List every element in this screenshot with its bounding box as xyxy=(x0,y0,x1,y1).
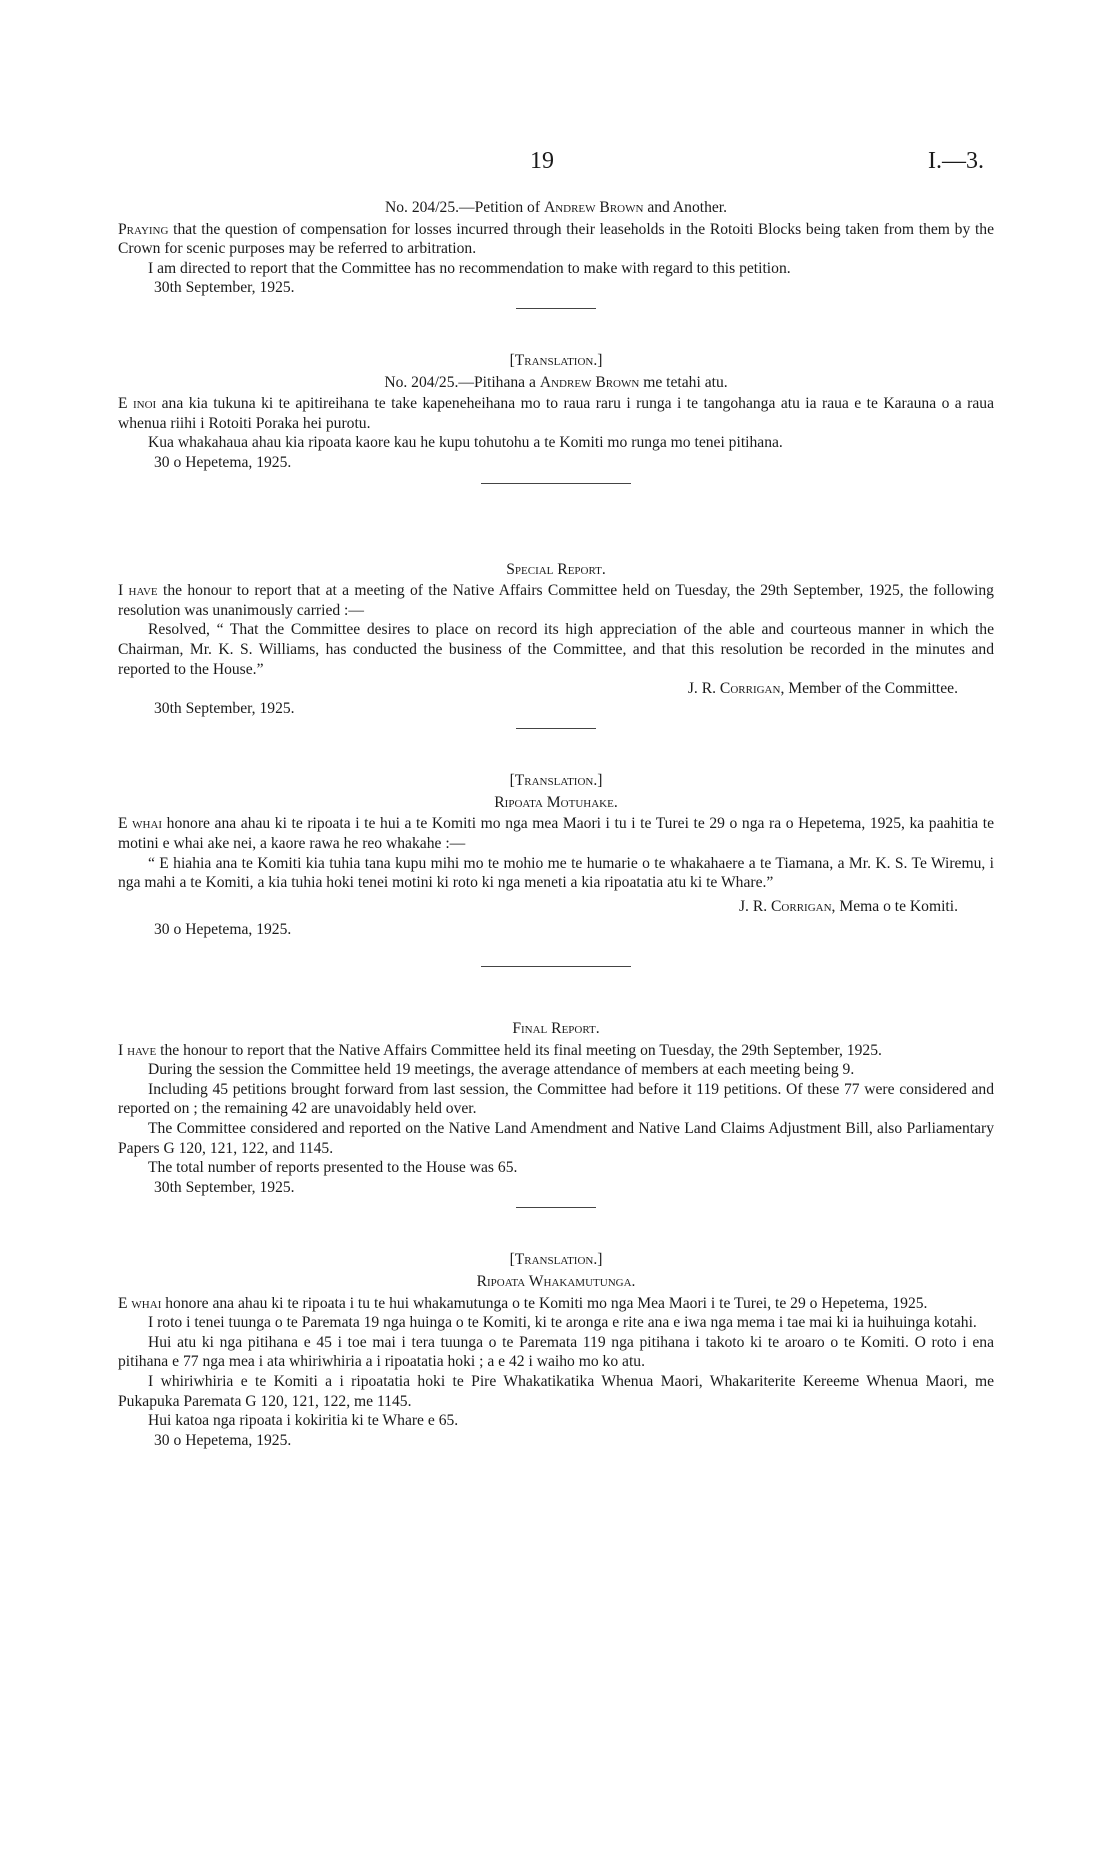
petition-date: 30th September, 1925. xyxy=(154,279,295,297)
final-report-section xyxy=(118,1019,994,1197)
final-report-translation-meetings: I roto i tenei tuunga o te Paremata 19 nga huinga o te Komiti, ki te aronga e rite ana e iwa nga mema i tae mai ki ia huihuinga kotahi. xyxy=(148,1314,977,1332)
paper-reference: I.—3. xyxy=(928,148,984,174)
translation-date: 30 o Hepetema, 1925. xyxy=(154,453,292,471)
page-number: 19 xyxy=(530,148,554,174)
special-report-title: Special Report. xyxy=(506,560,606,578)
special-report-translation-resolution: “ E hiahia ana te Komiti kia tuhia tana kupu mihi mo te mohio me te humarie o te whakahaere a te Tiamana, a Mr. K. S. Te Wiremu, i nga mahi a te Komiti, a kia tuhia hoki tenei motini ki roto ki nga meneti a kia ripoatatia atu ki te Whare.” xyxy=(118,854,994,892)
petition-translation-section xyxy=(118,351,994,473)
section-divider xyxy=(516,1207,596,1208)
section-divider xyxy=(516,728,596,729)
special-report-signature: J. R. Corrigan, Member of the Committee. xyxy=(687,680,958,698)
final-report-intro: I have the honour to report that the Native Affairs Committee held its final meeting on Tuesday, the 29th September, 1925. xyxy=(118,1041,882,1059)
petition-heading: No. 204/25.—Petition of Andrew Brown and Another. xyxy=(384,199,728,216)
special-report-translation-title: Ripoata Motuhake. xyxy=(494,793,618,811)
special-report-translation-date: 30 o Hepetema, 1925. xyxy=(154,921,292,939)
final-report-meetings: During the session the Committee held 19 meetings, the average attendance of members at each meeting being 9. xyxy=(148,1061,855,1079)
translation-label: [Translation.] xyxy=(509,772,603,790)
translation-label: [Translation.] xyxy=(509,351,603,369)
special-report-resolution: Resolved, “ That the Committee desires to place on record its high appreciation of the able and courteous manner in which the Chairman, Mr. K. S. Williams, has conducted the business of the Committee, and that this resolution be recorded in the minutes and reported to the House.” xyxy=(118,621,994,678)
special-report-translation-signature: J. R. Corrigan, Mema o te Komiti. xyxy=(738,897,958,915)
final-report-translation-bills: I whiriwhiria e te Komiti a i ripoatatia hoki te Pire Whakatikatika Whenua Maori, Whakariterite Kereeme Whenua Maori, me Pukapuka Paremata G 120, 121, 122, me 1145. xyxy=(118,1372,994,1410)
final-report-translation-date: 30 o Hepetema, 1925. xyxy=(154,1431,292,1449)
final-report-translation-total: Hui katoa nga ripoata i kokiritia ki te Whare e 65. xyxy=(148,1412,459,1430)
special-report-intro: I have the honour to report that at a meeting of the Native Affairs Committee held on Tuesday, the 29th September, 1925, the following resolution was unanimously carried :— xyxy=(118,582,994,619)
translation-recommendation: Kua whakahaua ahau kia ripoata kaore kau he kupu tohutohu a te Komiti mo runga mo tenei pitihana. xyxy=(148,434,783,452)
final-report-petitions: Including 45 petitions brought forward from last session, the Committee had before it 119 petitions. Of these 77 were considered and reported on ; the remaining 42 are unavoidably held over. xyxy=(118,1080,994,1118)
final-report-translation-petitions: Hui atu ki nga pitihana e 45 i toe mai i tera tuunga o te Paremata 119 nga pitihana i takoto ki te aroaro o te Komiti. O roto i ena pitihana e 77 nga mea i ata whiriwhiria a i ripoatatia hoki ; a e 42 i waiho mo ko atu. xyxy=(118,1333,994,1371)
final-report-translation-section xyxy=(118,1250,994,1450)
translation-prayer: E inoi ana kia tukuna ki te apitireihana te take kapeneheihana mo to raua raru i runga i te tangohanga atu ia raua e te Karauna o a raua whenua riihi i Rotoiti Poraka hei purotu. xyxy=(118,395,995,432)
final-report-translation-intro: E whai honore ana ahau ki te ripoata i tu te hui whakamutunga o te Komiti mo nga Mea Maori i te Turei, te 29 o Hepetema, 1925. xyxy=(118,1294,928,1312)
special-report-date: 30th September, 1925. xyxy=(154,699,295,717)
final-report-total: The total number of reports presented to the House was 65. xyxy=(148,1159,518,1177)
final-report-translation-title: Ripoata Whakamutunga. xyxy=(476,1272,636,1290)
translation-label: [Translation.] xyxy=(509,1251,603,1269)
petition-section xyxy=(118,198,994,298)
petition-recommendation: I am directed to report that the Committee has no recommendation to make with regard to this petition. xyxy=(148,259,791,277)
special-report-section xyxy=(118,560,994,719)
document-body xyxy=(118,198,994,1450)
special-report-translation-section xyxy=(118,771,994,940)
translation-heading: No. 204/25.—Pitihana a Andrew Brown me tetahi atu. xyxy=(384,373,728,391)
page-header xyxy=(0,148,1114,178)
petition-prayer: Praying that the question of compensation for losses incurred through their leaseholds in the Rotoiti Blocks being taken from them by the Crown for scenic purposes may be referred to arbitration. xyxy=(118,220,994,258)
final-report-title: Final Report. xyxy=(512,1020,600,1038)
section-divider xyxy=(516,308,596,309)
final-report-date: 30th September, 1925. xyxy=(154,1178,295,1196)
section-divider xyxy=(481,483,631,484)
section-divider xyxy=(481,966,631,967)
final-report-bills: The Committee considered and reported on the Native Land Amendment and Native Land Claims Adjustment Bill, also Parliamentary Papers G 120, 121, 122, and 1145. xyxy=(118,1120,994,1157)
special-report-translation-intro: E whai honore ana ahau ki te ripoata i te hui a te Komiti mo nga mea Maori i tu i te Turei te 29 o nga ra o Hepetema, 1925, ka paahitia te motini e whai ake nei, a kaore rawa he reo whakahe :— xyxy=(118,815,994,853)
petitioner-name: Andrew Brown xyxy=(543,199,644,216)
